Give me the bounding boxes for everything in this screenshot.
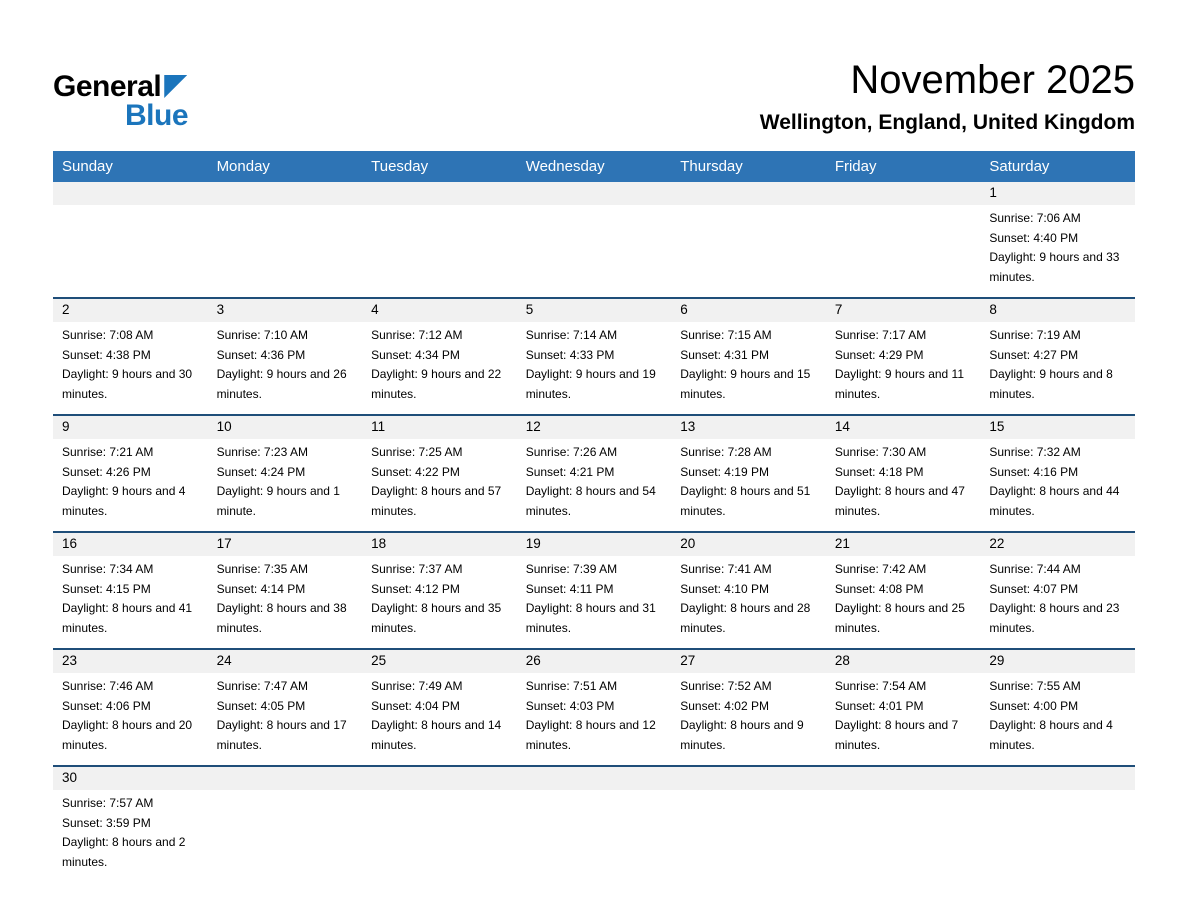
sunrise-text: Sunrise: 7:39 AM [525,562,618,576]
day-cell [53,649,208,766]
day-cell [208,415,363,532]
day-cell [980,532,1135,649]
day-details [517,556,672,648]
day-details [826,205,981,292]
sunset-text: Sunset: 4:11 PM [525,581,614,596]
sunrise-text: Sunrise: 7:12 AM [371,328,463,342]
sunset-text: Sunset: 4:10 PM [680,581,769,596]
day-number [53,182,208,205]
sunset-text: Sunset: 4:18 PM [834,464,924,479]
day-number [671,182,826,205]
day-number: 4 [362,299,517,322]
empty-day-cell [362,766,517,882]
day-cell [826,415,981,532]
sunrise-text: Sunrise: 7:47 AM [216,679,308,693]
day-cell [208,532,363,649]
day-details [517,790,672,877]
empty-day-cell [826,766,981,882]
week-row [53,182,1135,298]
day-details [980,556,1135,648]
day-number: 1 [980,182,1135,205]
sunset-text: Sunset: 4:02 PM [680,698,769,713]
day-cell [362,532,517,649]
day-details [362,205,517,292]
day-details [208,556,363,648]
day-details [362,439,517,531]
daylight-text: Daylight: 9 hours and 33 minutes. [989,250,1120,284]
day-number: 25 [362,650,517,673]
day-number [671,767,826,790]
sunset-text: Sunset: 4:14 PM [216,581,306,596]
day-number [517,767,672,790]
daylight-text: Daylight: 8 hours and 20 minutes. [62,718,193,752]
day-details [980,205,1135,297]
sunrise-text: Sunrise: 7:51 AM [525,679,618,693]
day-details [980,673,1135,765]
daylight-text: Daylight: 8 hours and 35 minutes. [371,601,502,635]
sunset-text: Sunset: 3:59 PM [62,815,151,830]
day-number: 16 [53,533,208,556]
day-details [208,205,363,292]
day-number: 11 [362,416,517,439]
day-number: 19 [517,533,672,556]
day-details [208,439,363,531]
sunset-text: Sunset: 4:21 PM [525,464,615,479]
day-details [53,556,208,648]
day-cell [671,532,826,649]
day-number: 20 [671,533,826,556]
sunset-text: Sunset: 4:36 PM [216,347,306,362]
sunset-text: Sunset: 4:08 PM [834,581,924,596]
day-number [208,767,363,790]
day-details [517,673,672,765]
sunrise-text: Sunrise: 7:25 AM [371,445,463,459]
sunset-text: Sunset: 4:16 PM [989,464,1079,479]
day-details [362,673,517,765]
day-details [208,322,363,414]
day-cell [980,182,1135,298]
daylight-text: Daylight: 8 hours and 2 minutes. [62,835,186,869]
sunrise-text: Sunrise: 7:32 AM [989,445,1081,459]
empty-day-cell [671,182,826,298]
day-number: 6 [671,299,826,322]
sunset-text: Sunset: 4:07 PM [989,581,1079,596]
day-number: 27 [671,650,826,673]
sunset-text: Sunset: 4:31 PM [680,347,769,362]
sunrise-text: Sunrise: 7:23 AM [216,445,308,459]
day-details [208,790,363,877]
daylight-text: Daylight: 8 hours and 41 minutes. [62,601,193,635]
sunrise-text: Sunrise: 7:08 AM [62,328,154,342]
general-blue-logo [53,58,188,131]
weekday-header-friday: Friday [826,151,981,182]
sunrise-text: Sunrise: 7:37 AM [371,562,463,576]
day-number: 18 [362,533,517,556]
day-cell [980,649,1135,766]
day-cell [980,298,1135,415]
week-row [53,298,1135,415]
empty-day-cell [980,766,1135,882]
day-number [208,182,363,205]
day-details [362,790,517,877]
day-number: 30 [53,767,208,790]
sunrise-text: Sunrise: 7:52 AM [680,679,772,693]
sunset-text: Sunset: 4:40 PM [989,230,1079,245]
sunrise-text: Sunrise: 7:49 AM [371,679,463,693]
daylight-text: Daylight: 9 hours and 15 minutes. [680,367,811,401]
daylight-text: Daylight: 9 hours and 1 minute. [216,484,340,518]
day-details [980,790,1135,877]
calendar-table [53,151,1135,882]
sunrise-text: Sunrise: 7:57 AM [62,796,154,810]
daylight-text: Daylight: 8 hours and 51 minutes. [680,484,811,518]
day-details [671,322,826,414]
sunrise-text: Sunrise: 7:30 AM [834,445,927,459]
day-number: 14 [826,416,981,439]
day-cell [980,415,1135,532]
day-cell [671,649,826,766]
empty-day-cell [53,182,208,298]
day-details [517,322,672,414]
day-number: 22 [980,533,1135,556]
day-number: 26 [517,650,672,673]
sunrise-text: Sunrise: 7:34 AM [62,562,154,576]
day-details [53,322,208,414]
week-row [53,532,1135,649]
day-details [517,439,672,531]
daylight-text: Daylight: 8 hours and 4 minutes. [989,718,1113,752]
day-cell [362,649,517,766]
day-cell [517,298,672,415]
daylight-text: Daylight: 8 hours and 17 minutes. [216,718,347,752]
day-cell [362,298,517,415]
daylight-text: Daylight: 8 hours and 44 minutes. [989,484,1120,518]
logo-triangle-icon [164,75,187,98]
day-details [517,205,672,292]
day-number: 2 [53,299,208,322]
day-cell [826,649,981,766]
day-cell [53,415,208,532]
day-number [362,182,517,205]
page-header [53,0,1135,151]
week-row [53,766,1135,882]
sunrise-text: Sunrise: 7:26 AM [525,445,618,459]
day-number: 3 [208,299,363,322]
sunrise-text: Sunrise: 7:28 AM [680,445,772,459]
day-details [208,673,363,765]
empty-day-cell [671,766,826,882]
day-details [671,673,826,765]
day-number [826,767,981,790]
day-number: 12 [517,416,672,439]
sunset-text: Sunset: 4:38 PM [62,347,151,362]
empty-day-cell [826,182,981,298]
day-details [53,790,208,882]
sunset-text: Sunset: 4:04 PM [371,698,460,713]
sunrise-text: Sunrise: 7:21 AM [62,445,154,459]
sunrise-text: Sunrise: 7:10 AM [216,328,308,342]
sunset-text: Sunset: 4:06 PM [62,698,151,713]
sunset-text: Sunset: 4:26 PM [62,464,151,479]
daylight-text: Daylight: 9 hours and 26 minutes. [216,367,347,401]
page-subtitle: Wellington, England, United Kingdom [759,111,1135,134]
week-row [53,415,1135,532]
sunrise-text: Sunrise: 7:44 AM [989,562,1081,576]
empty-day-cell [208,182,363,298]
day-details [980,322,1135,414]
weekday-header-wednesday: Wednesday [517,151,672,182]
daylight-text: Daylight: 9 hours and 8 minutes. [989,367,1113,401]
sunset-text: Sunset: 4:15 PM [62,581,151,596]
day-cell [208,649,363,766]
daylight-text: Daylight: 8 hours and 12 minutes. [525,718,656,752]
empty-day-cell [517,766,672,882]
sunrise-text: Sunrise: 7:35 AM [216,562,308,576]
sunrise-text: Sunrise: 7:19 AM [989,328,1081,342]
day-number: 28 [826,650,981,673]
day-cell [671,298,826,415]
day-number [517,182,672,205]
day-number: 10 [208,416,363,439]
daylight-text: Daylight: 8 hours and 54 minutes. [525,484,656,518]
title-block [760,58,1135,135]
sunrise-text: Sunrise: 7:41 AM [680,562,772,576]
day-number [826,182,981,205]
day-details [53,673,208,765]
day-cell [53,298,208,415]
day-number: 8 [980,299,1135,322]
day-details [671,205,826,292]
sunset-text: Sunset: 4:01 PM [834,698,924,713]
sunset-text: Sunset: 4:00 PM [989,698,1079,713]
sunrise-text: Sunrise: 7:55 AM [989,679,1081,693]
day-details [671,556,826,648]
day-number [980,767,1135,790]
day-cell [208,298,363,415]
weekday-header-sunday: Sunday [53,151,208,182]
daylight-text: Daylight: 8 hours and 47 minutes. [834,484,965,518]
sunrise-text: Sunrise: 7:15 AM [680,328,772,342]
weekday-header-saturday: Saturday [980,151,1135,182]
day-number [362,767,517,790]
day-details [826,790,981,877]
day-cell [671,415,826,532]
calendar-body [53,182,1135,882]
empty-day-cell [517,182,672,298]
sunrise-text: Sunrise: 7:42 AM [834,562,927,576]
day-details [671,439,826,531]
page-title: November 2025 [850,58,1135,102]
day-cell [53,532,208,649]
weekday-header-monday: Monday [208,151,363,182]
daylight-text: Daylight: 8 hours and 25 minutes. [834,601,965,635]
day-cell [517,415,672,532]
daylight-text: Daylight: 8 hours and 14 minutes. [371,718,502,752]
daylight-text: Daylight: 8 hours and 57 minutes. [371,484,502,518]
day-cell [517,649,672,766]
daylight-text: Daylight: 8 hours and 38 minutes. [216,601,347,635]
sunset-text: Sunset: 4:19 PM [680,464,769,479]
weekday-header-thursday: Thursday [671,151,826,182]
daylight-text: Daylight: 8 hours and 31 minutes. [525,601,656,635]
daylight-text: Daylight: 8 hours and 23 minutes. [989,601,1120,635]
day-number: 5 [517,299,672,322]
day-details [362,556,517,648]
day-cell [826,298,981,415]
day-number: 24 [208,650,363,673]
sunset-text: Sunset: 4:34 PM [371,347,460,362]
sunset-text: Sunset: 4:22 PM [371,464,460,479]
day-cell [517,532,672,649]
daylight-text: Daylight: 9 hours and 30 minutes. [62,367,193,401]
daylight-text: Daylight: 8 hours and 7 minutes. [834,718,959,752]
day-number: 15 [980,416,1135,439]
sunset-text: Sunset: 4:05 PM [216,698,306,713]
day-details [826,322,981,414]
sunrise-text: Sunrise: 7:54 AM [834,679,927,693]
day-cell [826,532,981,649]
empty-day-cell [362,182,517,298]
logo-text-general: General [53,70,162,103]
weekday-header-row [53,151,1135,182]
day-number: 17 [208,533,363,556]
sunrise-text: Sunrise: 7:06 AM [989,211,1081,225]
weekday-header-tuesday: Tuesday [362,151,517,182]
empty-day-cell [208,766,363,882]
sunset-text: Sunset: 4:33 PM [525,347,615,362]
day-number: 13 [671,416,826,439]
day-number: 23 [53,650,208,673]
sunset-text: Sunset: 4:03 PM [525,698,615,713]
sunset-text: Sunset: 4:27 PM [989,347,1079,362]
daylight-text: Daylight: 9 hours and 19 minutes. [525,367,656,401]
sunrise-text: Sunrise: 7:14 AM [525,328,618,342]
logo-wordmark-general [53,72,188,102]
sunset-text: Sunset: 4:24 PM [216,464,306,479]
sunrise-text: Sunrise: 7:46 AM [62,679,154,693]
day-details [671,790,826,877]
daylight-text: Daylight: 9 hours and 22 minutes. [371,367,502,401]
day-details [980,439,1135,531]
daylight-text: Daylight: 8 hours and 9 minutes. [680,718,804,752]
day-details [362,322,517,414]
day-number: 21 [826,533,981,556]
logo-text-blue: Blue [125,99,189,132]
sunset-text: Sunset: 4:29 PM [834,347,924,362]
day-number: 7 [826,299,981,322]
day-details [53,205,208,292]
day-cell [362,415,517,532]
day-details [826,556,981,648]
day-number: 9 [53,416,208,439]
sunset-text: Sunset: 4:12 PM [371,581,460,596]
day-details [826,439,981,531]
day-details [53,439,208,531]
day-cell [53,766,208,882]
daylight-text: Daylight: 9 hours and 4 minutes. [62,484,186,518]
day-number: 29 [980,650,1135,673]
day-details [826,673,981,765]
week-row [53,649,1135,766]
sunrise-text: Sunrise: 7:17 AM [834,328,927,342]
daylight-text: Daylight: 9 hours and 11 minutes. [834,367,965,401]
daylight-text: Daylight: 8 hours and 28 minutes. [680,601,811,635]
